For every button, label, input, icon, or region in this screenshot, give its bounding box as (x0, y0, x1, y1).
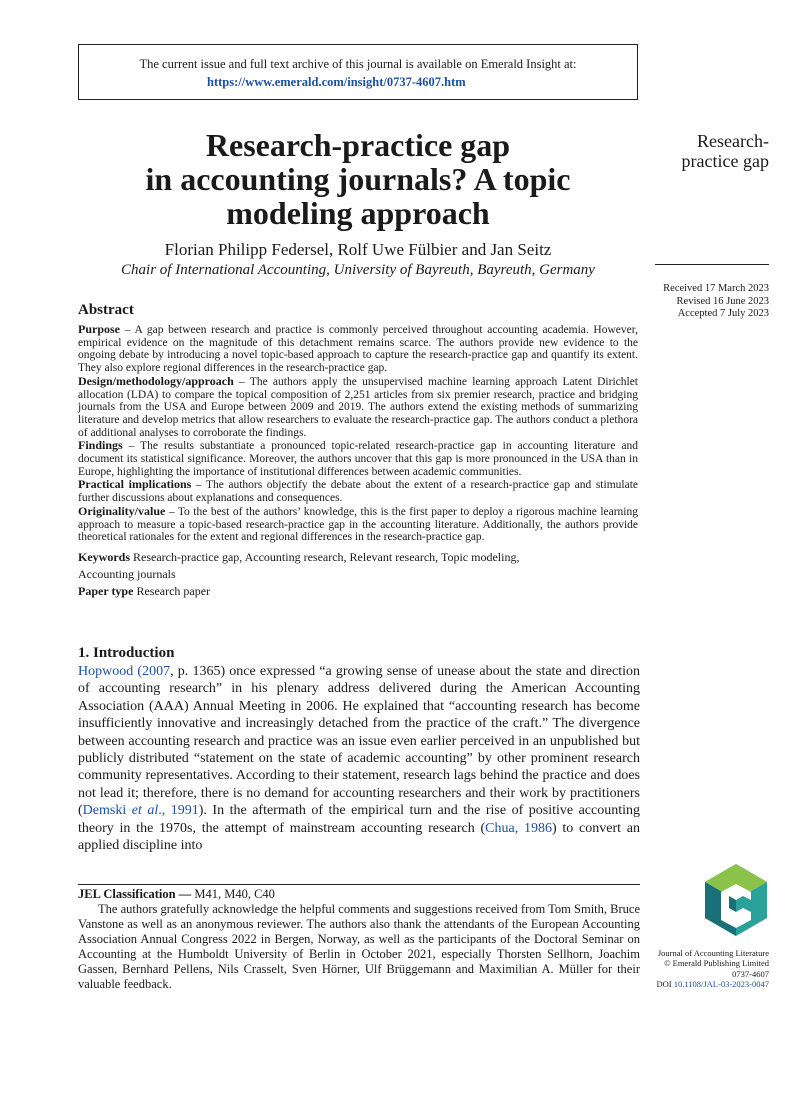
affiliation: Chair of International Accounting, University of Bayreuth, Bayreuth, Germany (121, 262, 595, 278)
practical-label: Practical implications (78, 477, 192, 492)
paper-type (78, 583, 638, 600)
abstract-section (78, 302, 638, 600)
abstract-purpose (78, 323, 638, 375)
practical-text: – The authors objectify the debate about the extent of a research-practice gap and stimulate further discussions about explanations and consequences. (78, 479, 638, 505)
authors: Florian Philipp Federsel, Rolf Uwe Fülbier and Jan Seitz (164, 240, 552, 259)
access-notice-text: The current issue and full text archive of this journal is available on Emerald Insight at: (139, 57, 577, 71)
paper-type-text: Research paper (133, 583, 211, 598)
article-title (78, 128, 638, 230)
doi-label: DOI (656, 978, 674, 989)
title-line-3: modeling approach (226, 195, 490, 231)
article-dates (645, 283, 769, 321)
keywords-label: Keywords (78, 549, 130, 564)
introduction-heading: 1. Introduction (78, 645, 175, 661)
citation-hopwood-link[interactable]: Hopwood (2007 (78, 664, 171, 679)
jel-codes: M41, M40, C40 (191, 887, 275, 901)
introduction-paragraph (78, 663, 640, 854)
keywords-text-2: Accounting journals (78, 566, 176, 581)
demski-etal: et al (131, 803, 159, 819)
jel-classification (78, 887, 640, 902)
publisher: © Emerald Publishing Limited (664, 958, 769, 969)
emerald-logo-icon (703, 862, 769, 938)
running-head-line-1: Research- (697, 131, 769, 151)
issn: 0737-4607 (732, 968, 769, 979)
revised-date: Revised 16 June 2023 (676, 295, 769, 307)
doi-link[interactable]: 10.1108/JAL-03-2023-0047 (673, 978, 769, 989)
running-head-line-2: practice gap (681, 151, 769, 171)
title-line-2: in accounting journals? A topic (145, 161, 571, 197)
accepted-date: Accepted 7 July 2023 (677, 308, 769, 319)
originality-label: Originality/value (78, 503, 166, 518)
purpose-text: – A gap between research and practice is commonly perceived throughout accounting academia. However, empirical evidence on the magnitude of this detachment remains scarce. The authors provide new evidence to the ongoing debate by introducing a novel topic-based approach to capture the research-practice gap and quantify its extent. They also explore regional differences in the research-practice gap. (78, 324, 638, 375)
demski-year: ., 1991 (158, 803, 199, 819)
journal-url-link[interactable]: https://www.emerald.com/insight/0737-4607.htm (207, 75, 466, 89)
received-date: Received 17 March 2023 (663, 283, 769, 294)
journal-name: Journal of Accounting Literature (657, 948, 769, 958)
acknowledgment: The authors gratefully acknowledge the helpful comments and suggestions received from Tom Smith, Bruce Vanstone as well as an anonymous reviewer. The authors also thank the attendants of the European Accounting Association Annual Congress 2022 in Bergen, Norway, as well as the participants of the Doctoral Seminar on Accounting at the Humboldt University of Berlin in October 2021, especially Thorsten Sellhorn, Joachim Gassen, Bernhard Pellens, Nils Crasselt, Sven Hörner, Ulf Brüggemann and Maximilian A. Müller for their valuable feedback. (78, 902, 640, 991)
keywords (78, 549, 638, 583)
introduction-section (78, 645, 640, 854)
paper-type-label: Paper type (78, 583, 134, 598)
design-text: – The authors apply the unsupervised machine learning approach Latent Dirichlet allocation (LDA) to compare the topical composition of 2,251 articles from six premier research, practice and bridging journals from the USA and Europe between 2009 and 2019. The authors extend the existing methods of summarizing literature and develop metrics that allow researchers to evaluate the research-practice gap. The authors conduct a plethora of additional analyses to corroborate the findings. (78, 375, 638, 439)
intro-text-2: ). In the aftermath of the empirical turn and the rise of positive accounting theory in the 1970s, the attempt of mainstream accounting research ( (78, 803, 641, 836)
citation-demski-link[interactable] (83, 803, 199, 818)
demski-name: Demski (82, 803, 132, 819)
running-head (655, 131, 769, 171)
purpose-label: Purpose (78, 322, 120, 336)
footnote (78, 887, 640, 992)
doi-line (640, 979, 769, 989)
title-line-1: Research-practice gap (205, 127, 511, 163)
design-label: Design/methodology/approach (78, 373, 234, 388)
access-notice-box (78, 44, 638, 100)
intro-text-3: ) to convert an applied discipline into (78, 820, 641, 854)
findings-label: Findings (78, 438, 123, 453)
abstract-heading: Abstract (78, 302, 134, 318)
findings-text: – The results substantiate a pronounced topic-related research-practice gap in accounting literature and document its statistical significance. Moreover, the authors uncover that this gap is more pronounced in the USA than in Europe, highlighting the importance of institutional differences between academic communities. (78, 440, 638, 478)
citation-chua-link[interactable]: Chua, 1986 (485, 820, 552, 836)
footnote-divider (78, 884, 640, 885)
abstract-design (78, 375, 638, 440)
intro-text-1: , p. 1365) once expressed “a growing sense of unease about the state and direction of accounting research” in his plenary address delivered during the American Accounting Association (AAA) Annual Meeting in 2006. He explained that “accounting research has become insufficiently innovative and increasingly detached from the practice of the craft.” The divergence between accounting research and practice was an issue even earlier perceived in an unpublished but publicly distributed “statement on the state of academic accounting” by other prominent research community representatives. According to their statement, research lags behind the practice and does not lead it; therefore, there is no demand for accounting researchers and their work by practitioners ( (78, 664, 640, 819)
originality-text: – To the best of the authors’ knowledge, this is the first paper to deploy a rigorous machine learning approach to measure a topic-based research-practice gap in the accounting literature. Additionally, the authors provide theoretical rationales for the extent and regional differences in the research-practice gap. (78, 505, 638, 544)
keywords-text: Research-practice gap, Accounting research, Relevant research, Topic modeling, (130, 549, 520, 564)
side-divider (655, 264, 769, 265)
abstract-practical (78, 478, 638, 504)
jel-label: JEL Classification — (78, 887, 192, 901)
abstract-findings (78, 439, 638, 478)
abstract-originality (78, 505, 638, 544)
journal-info (640, 948, 769, 989)
